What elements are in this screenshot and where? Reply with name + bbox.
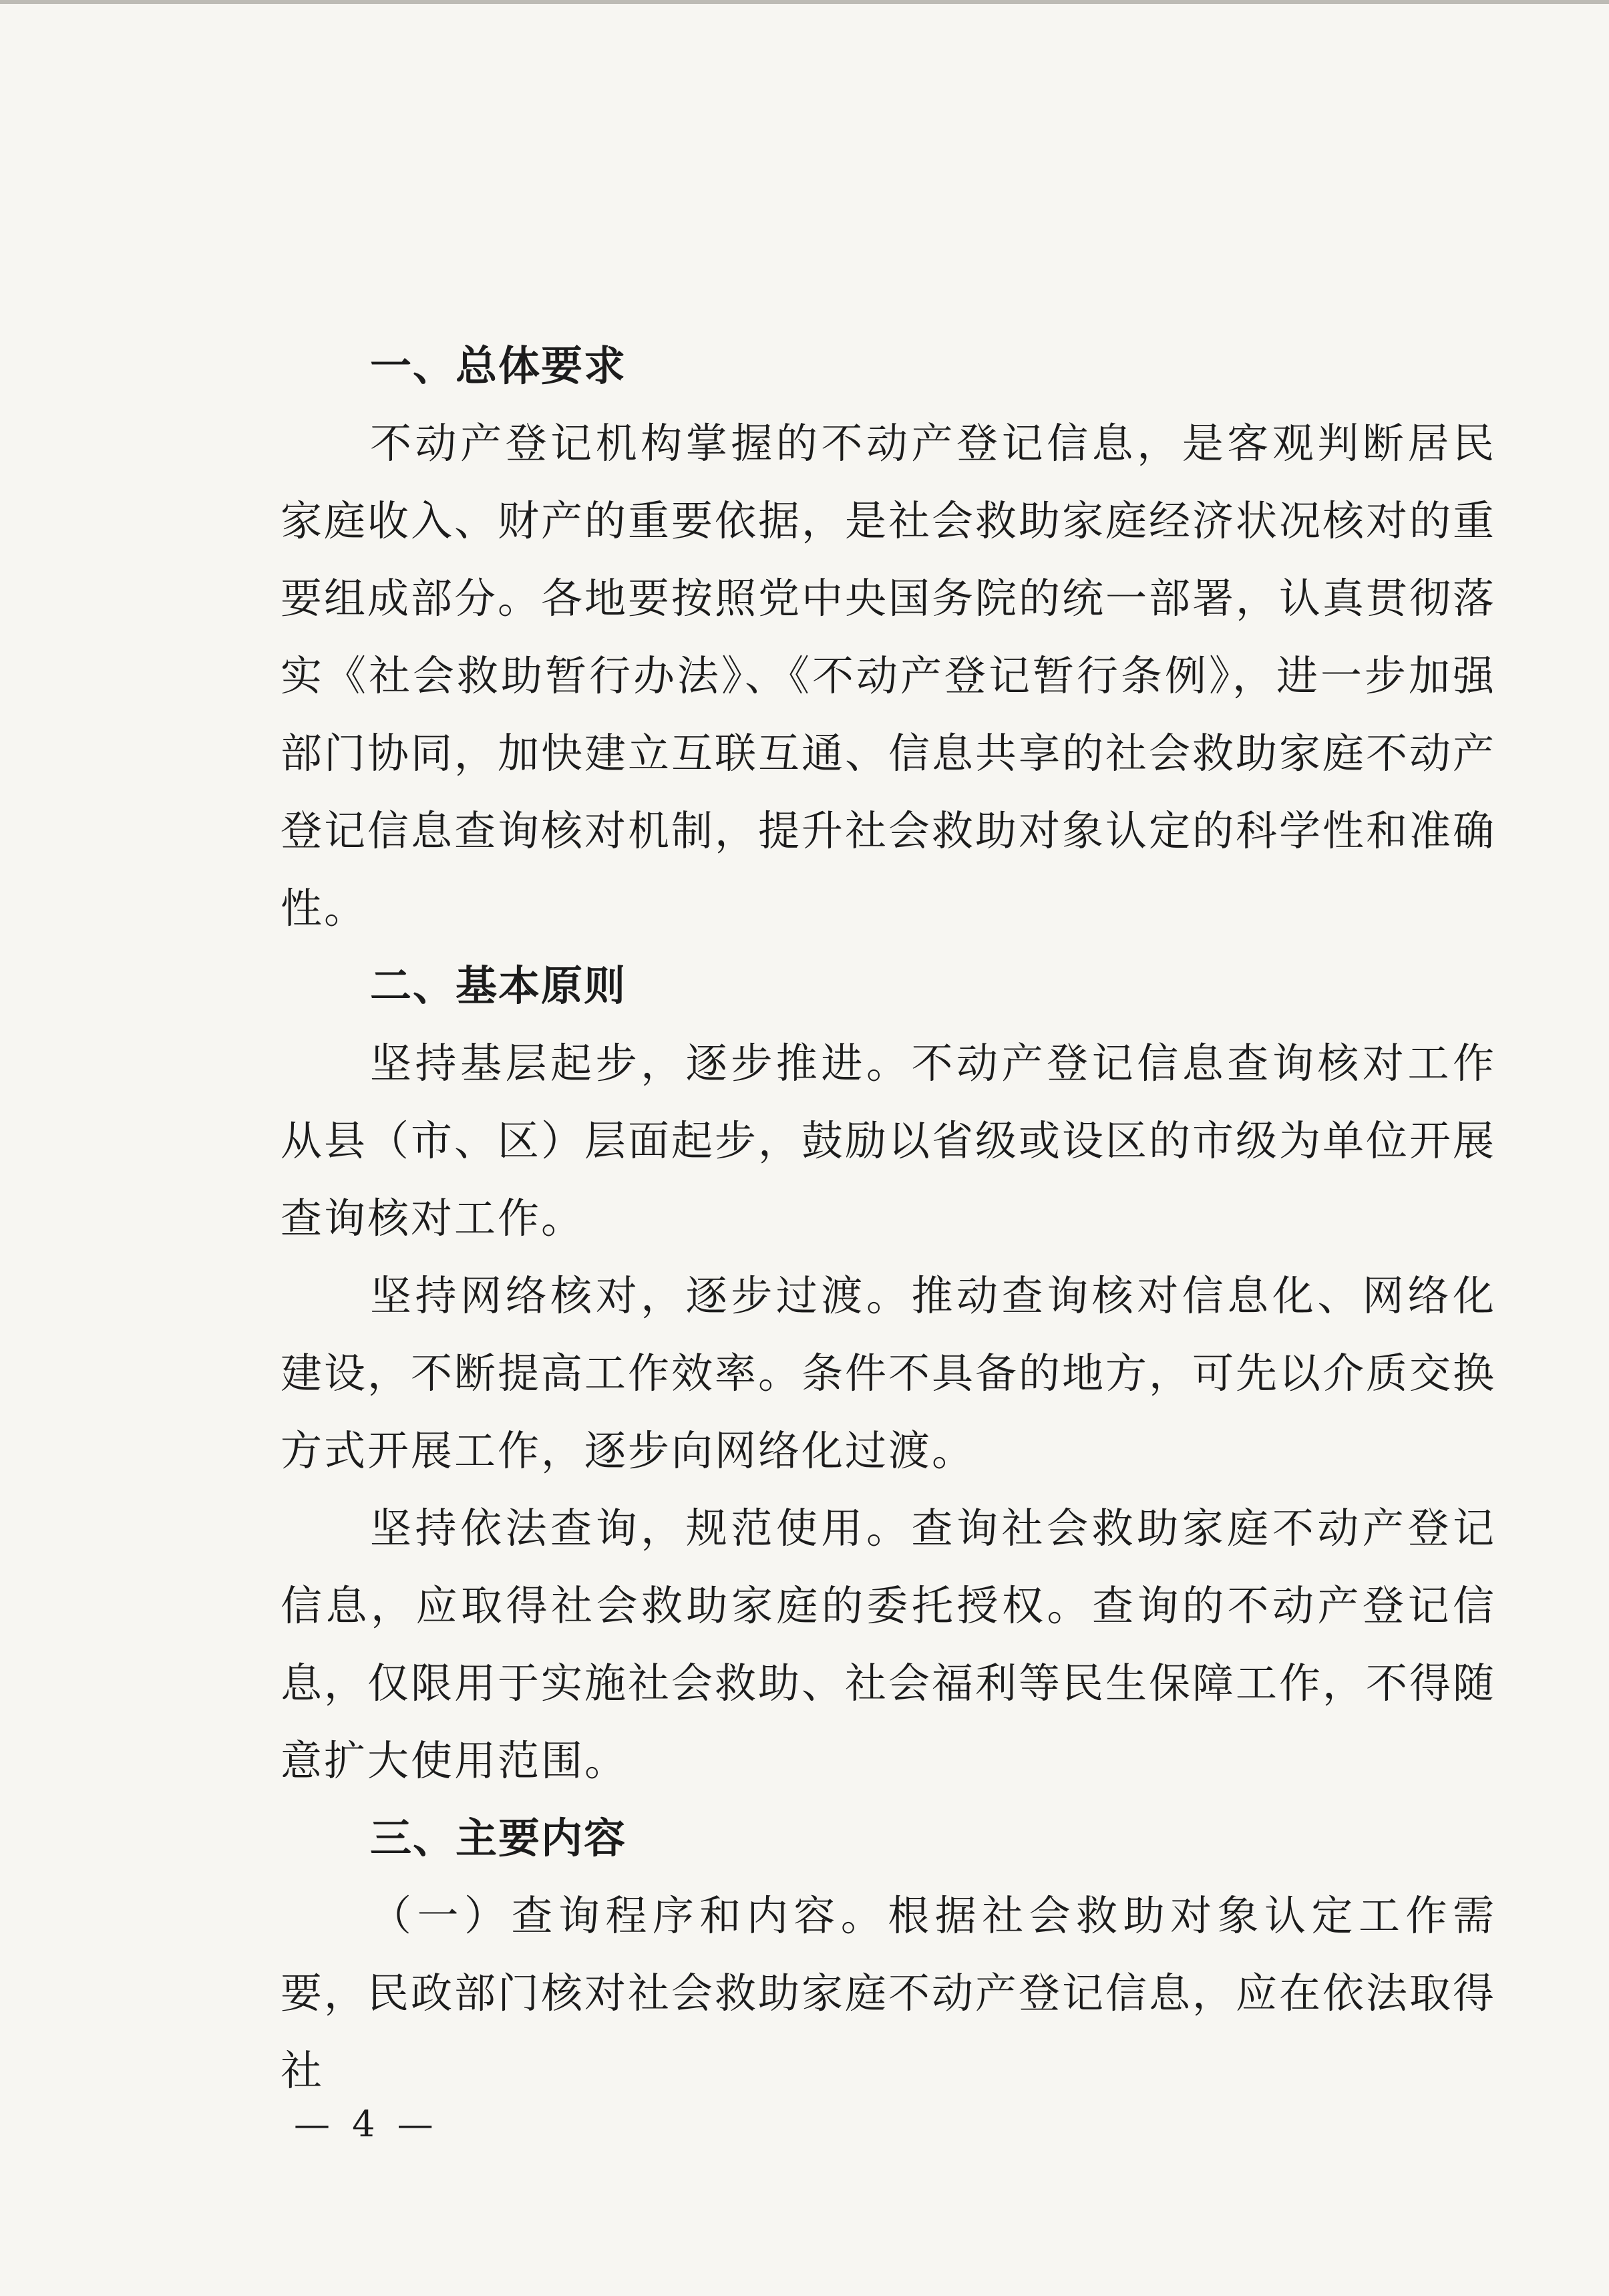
paragraph-general-requirements: 不动产登记机构掌握的不动产登记信息，是客观判断居民家庭收入、财产的重要依据，是社会救助家庭经济状况核对的重要组成部分。各地要按照党中央国务院的统一部署，认真贯彻落实《社会救助暂行办法》、《不动产登记暂行条例》，进一步加强部门协同，加快建立互联互通、信息共享的社会救助家庭不动产登记信息查询核对机制，提升社会救助对象认定的科学性和准确性。: [281, 419, 1497, 933]
section-heading-main-content: 三、主要内容: [370, 1814, 627, 1862]
paragraph-principle-network: 坚持网络核对，逐步过渡。推动查询核对信息化、网络化建设，不断提高工作效率。条件不具备的地方，可先以介质交换方式开展工作，逐步向网络化过渡。: [281, 1271, 1497, 1475]
section-heading-basic-principles: 二、基本原则: [370, 961, 627, 1010]
paragraph-principle-grassroots: 坚持基层起步，逐步推进。不动产登记信息查询核对工作从县（市、区）层面起步，鼓励以省级或设区的市级为单位开展查询核对工作。: [281, 1039, 1497, 1243]
page-number: — 4 —: [294, 2103, 439, 2145]
scan-top-edge: [0, 0, 1609, 4]
paragraph-principle-lawful-query: 坚持依法查询，规范使用。查询社会救助家庭不动产登记信息，应取得社会救助家庭的委托授权。查询的不动产登记信息，仅限用于实施社会救助、社会福利等民生保障工作，不得随意扩大使用范围。: [281, 1504, 1497, 1785]
section-heading-general-requirements: 一、总体要求: [370, 341, 627, 390]
document-body: [281, 327, 1496, 2110]
paragraph-query-procedure: （一）查询程序和内容。根据社会救助对象认定工作需要，民政部门核对社会救助家庭不动产登记信息，应在依法取得社: [281, 1891, 1497, 2095]
